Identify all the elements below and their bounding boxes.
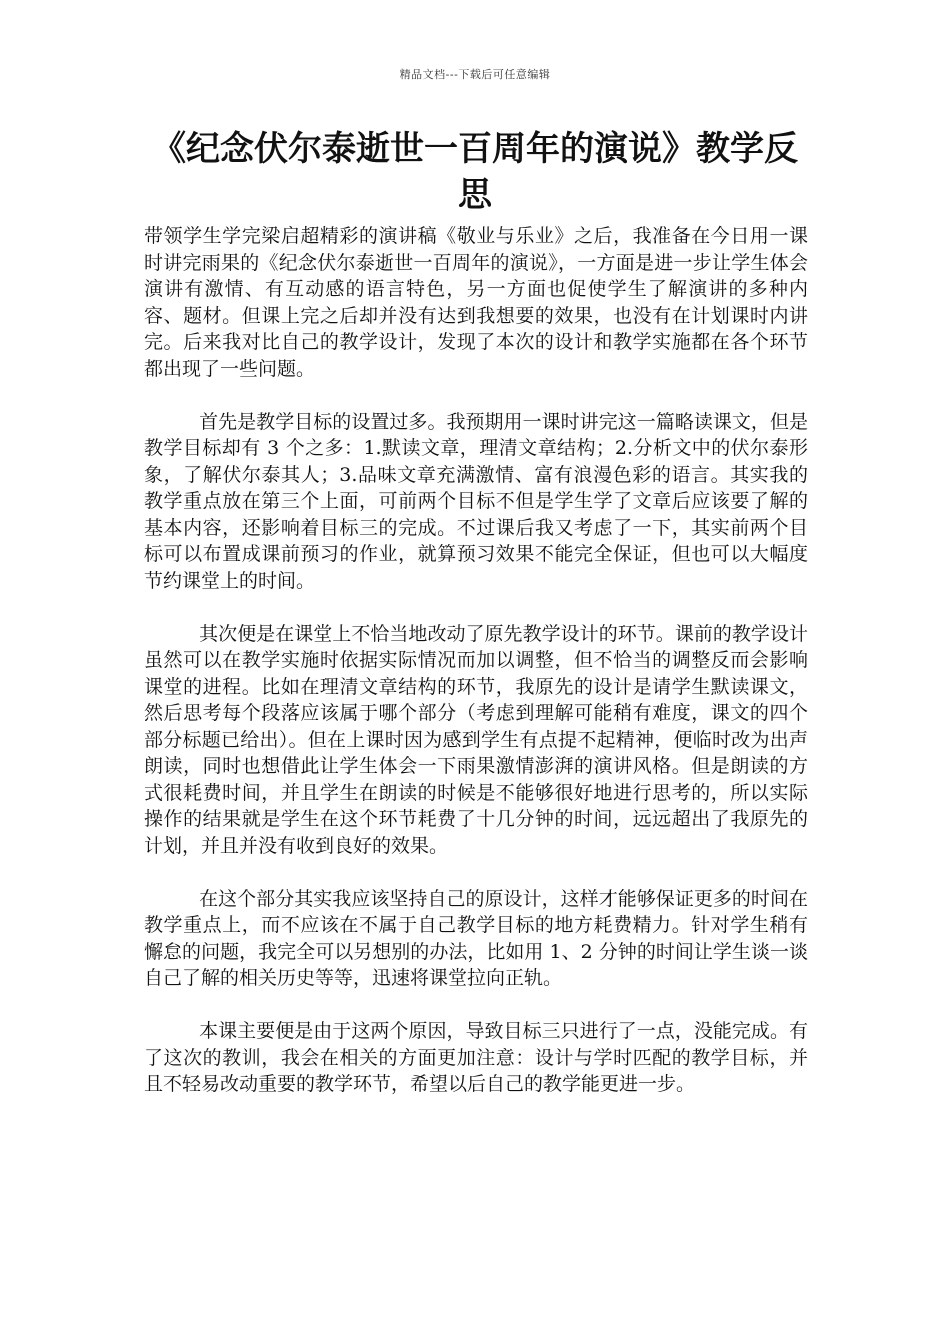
document-title: 《纪念伏尔泰逝世一百周年的演说》教学反思 <box>152 129 798 215</box>
paragraph-objectives: 首先是教学目标的设置过多。我预期用一课时讲完这一篇略读课文，但是教学目标却有 3 个之多：1.默读文章，理清文章结构；2.分析文中的伏尔泰形象，了解伏尔泰其人；3.品味文章充满激情、富有浪漫色彩的语言。其实我的教学重点放在第三个上面，可前两个目标不但是学生学了文章后应该要了解的基本内容，还影响着目标三的完成。不过课后我又考虑了一下，其实前两个目标可以布置成课前预习的作业，就算预习效果不能完全保证，但也可以大幅度节约课堂上的时间。 <box>144 410 808 592</box>
paragraph-conclusion: 本课主要便是由于这两个原因，导致目标三只进行了一点，没能完成。有了这次的教训，我会在相关的方面更加注意：设计与学时匹配的教学目标，并且不轻易改动重要的教学环节，希望以后自己的教学能更进一步。 <box>144 1020 808 1095</box>
paragraph-reflection: 在这个部分其实我应该坚持自己的原设计，这样才能够保证更多的时间在教学重点上，而不应该在不属于自己教学目标的地方耗费精力。针对学生稍有懈怠的问题，我完全可以另想别的办法，比如用 1、2 分钟的时间让学生谈一谈自己了解的相关历史等等，迅速将课堂拉向正轨。 <box>144 887 808 989</box>
paragraph-adjustment: 其次便是在课堂上不恰当地改动了原先教学设计的环节。课前的教学设计虽然可以在教学实施时依据实际情况而加以调整，但不恰当的调整反而会影响课堂的进程。比如在理清文章结构的环节，我原先的设计是请学生默读课文，然后思考每个段落应该属于哪个部分（考虑到理解可能稍有难度，课文的四个部分标题已给出）。但在上课时因为感到学生有点提不起精神，便临时改为出声朗读，同时也想借此让学生体会一下雨果激情澎湃的演讲风格。但是朗读的方式很耗费时间，并且学生在朗读的时候是不能够很好地进行思考的，所以实际操作的结果就是学生在这个环节耗费了十几分钟的时间，远远超出了我原先的计划，并且并没有收到良好的效果。 <box>144 622 808 857</box>
document-body <box>144 223 808 1124</box>
header-note: 精品文档---下载后可任意编辑 <box>399 68 551 81</box>
paragraph-intro: 带领学生学完梁启超精彩的演讲稿《敬业与乐业》之后，我准备在今日用一课时讲完雨果的《纪念伏尔泰逝世一百周年的演说》，一方面是进一步让学生体会演讲有激情、有互动感的语言特色，另一方面也促使学生了解演讲的多种内容、题材。但课上完之后却并没有达到我想要的效果，也没有在计划课时内讲完。后来我对比自己的教学设计，发现了本次的设计和教学实施都在各个环节都出现了一些问题。 <box>144 225 808 380</box>
